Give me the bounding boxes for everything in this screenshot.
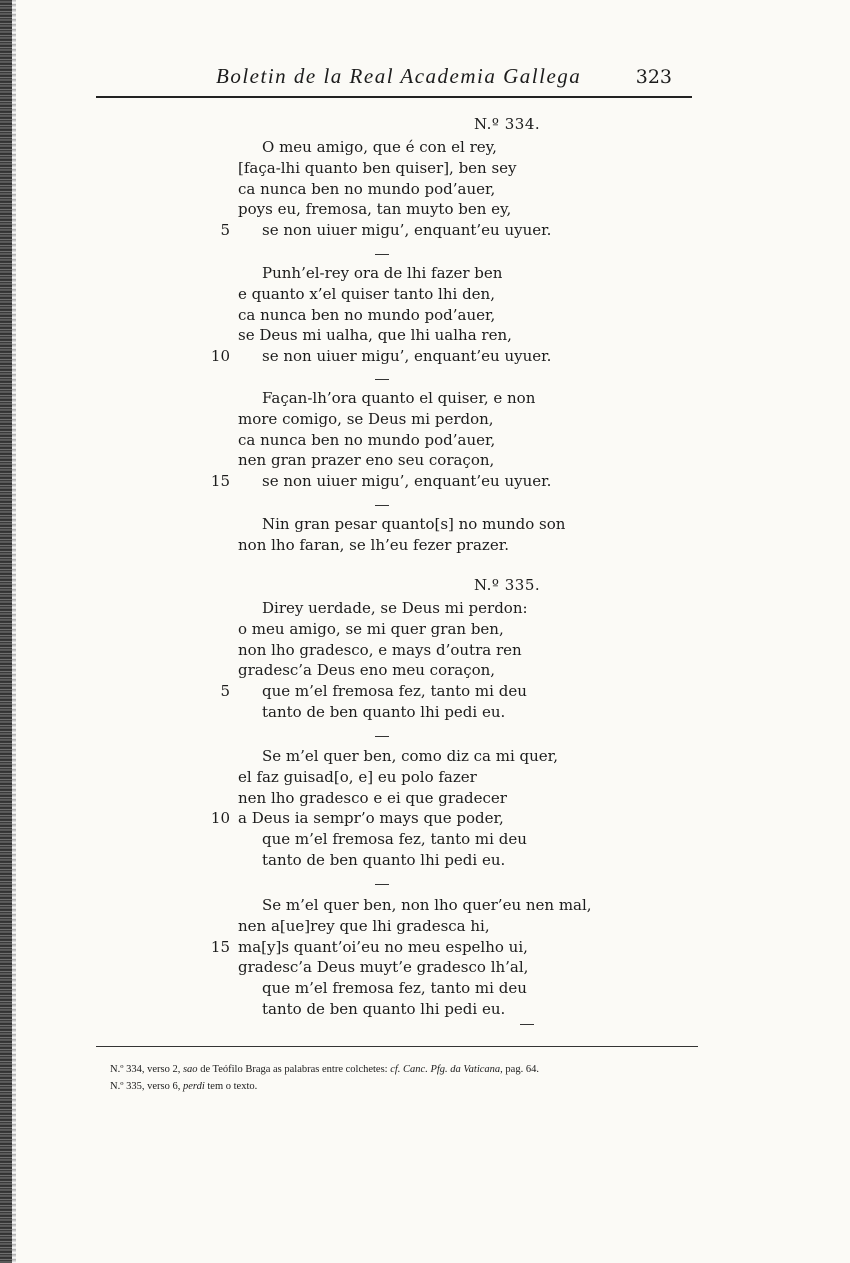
verse-line: tanto de ben quanto lhi pedi eu. [262, 850, 506, 869]
book-binding-edge [0, 0, 12, 1263]
verse-line: nen lho gradesco e ei que gradecer [238, 788, 507, 807]
stanza [210, 388, 552, 492]
verse-line: o meu amigo, se mi quer gran ben, [238, 619, 504, 638]
stanza-divider [375, 505, 389, 506]
line-number: 10 [210, 809, 230, 828]
stanza-divider [375, 254, 389, 255]
verse-line: [faça-lhi quanto ben quiser], ben sey [238, 158, 517, 177]
stanza [210, 263, 552, 367]
stanza-divider [375, 736, 389, 737]
verse-line: gradesc’a Deus muyt’e gradesco lh’al, [238, 958, 529, 977]
page-header [96, 60, 692, 98]
verse-line: nen gran prazer eno seu coraçon, [238, 451, 495, 470]
verse-line: 15 se non uiuer migu’, enquant’eu uyuer. [210, 472, 552, 491]
verse-line: Façan-lh’ora quanto el quiser, e non [262, 389, 536, 407]
verse-line: ca nunca ben no mundo pod’auer, [238, 179, 496, 198]
verse-line: 10 a Deus ia sempr’o mays que poder, [210, 809, 504, 828]
verse-line: que m’el fremosa fez, tanto mi deu [262, 979, 527, 998]
verse-line: ca nunca ben no mundo pod’auer, [238, 430, 496, 449]
line-number: 5 [220, 682, 230, 701]
verse-line: more comigo, se Deus mi perdon, [238, 409, 494, 428]
verse-line: se Deus mi ualha, que lhi ualha ren, [238, 326, 512, 345]
footnote: N.º 334, verso 2, sao de Teófilo Braga as palabras entre colchetes: cf. Canc. Pfg. da Vaticana, pag. 64. [110, 1064, 539, 1075]
stanza [238, 514, 565, 556]
verse-line: Direy uerdade, se Deus mi perdon: [262, 599, 528, 617]
line-number: 5 [220, 221, 230, 240]
verse-line: e quanto x’el quiser tanto lhi den, [238, 284, 495, 303]
line-number: 15 [210, 472, 230, 491]
verse-line: poys eu, fremosa, tan muyto ben ey, [238, 200, 512, 219]
verse-line: el faz guisad[o, e] eu polo fazer [238, 767, 477, 786]
verse-line: Punh’el-rey ora de lhi fazer ben [262, 264, 503, 282]
verse-line: non lho gradesco, e mays d’outra ren [238, 640, 522, 659]
verse-line: que m’el fremosa fez, tanto mi deu [262, 830, 527, 849]
verse-line: 5 que m’el fremosa fez, tanto mi deu [238, 681, 528, 702]
verse-line: non lho faran, se lh’eu fezer prazer. [238, 535, 509, 554]
page-number: 323 [635, 66, 672, 88]
book-binding-shadow [12, 0, 16, 1263]
stanza-divider [375, 379, 389, 380]
verse-line: 15 ma[y]s quant’oi’eu no meu espelho ui, [210, 937, 528, 956]
verse-line: nen a[ue]rey que lhi gradesca hi, [238, 916, 490, 935]
verse-line: ca nunca ben no mundo pod’auer, [238, 305, 496, 324]
verse-line: gradesc’a Deus eno meu coraçon, [238, 661, 496, 680]
verse-line: 10 se non uiuer migu’, enquant’eu uyuer. [210, 347, 552, 366]
verse-line: 5 se non uiuer migu’, enquant’eu uyuer. [238, 220, 551, 241]
stanza-divider [520, 1024, 534, 1025]
verse-line: Se m’el quer ben, non lho quer’eu nen mal, [262, 896, 592, 914]
poem-number-335: N.º 335. [474, 576, 541, 594]
footnote-rule [96, 1046, 698, 1047]
stanza [220, 598, 528, 723]
stanza [210, 746, 558, 871]
poem-number-334: N.º 334. [474, 115, 541, 133]
stanza-divider [375, 884, 389, 885]
verse-line: tanto de ben quanto lhi pedi eu. [262, 702, 506, 721]
stanza [220, 137, 552, 241]
running-title: Boletin de la Real Academia Gallega [216, 64, 582, 88]
line-number: 15 [210, 937, 230, 956]
stanza [210, 895, 592, 1020]
footnote: N.º 335, verso 6, perdi tem o texto. [110, 1081, 258, 1092]
verse-line: Se m’el quer ben, como diz ca mi quer, [262, 747, 558, 765]
verse-line: O meu amigo, que é con el rey, [262, 138, 497, 156]
line-number: 10 [210, 347, 230, 366]
verse-line: Nin gran pesar quanto[s] no mundo son [262, 515, 566, 533]
verse-line: tanto de ben quanto lhi pedi eu. [262, 999, 506, 1018]
